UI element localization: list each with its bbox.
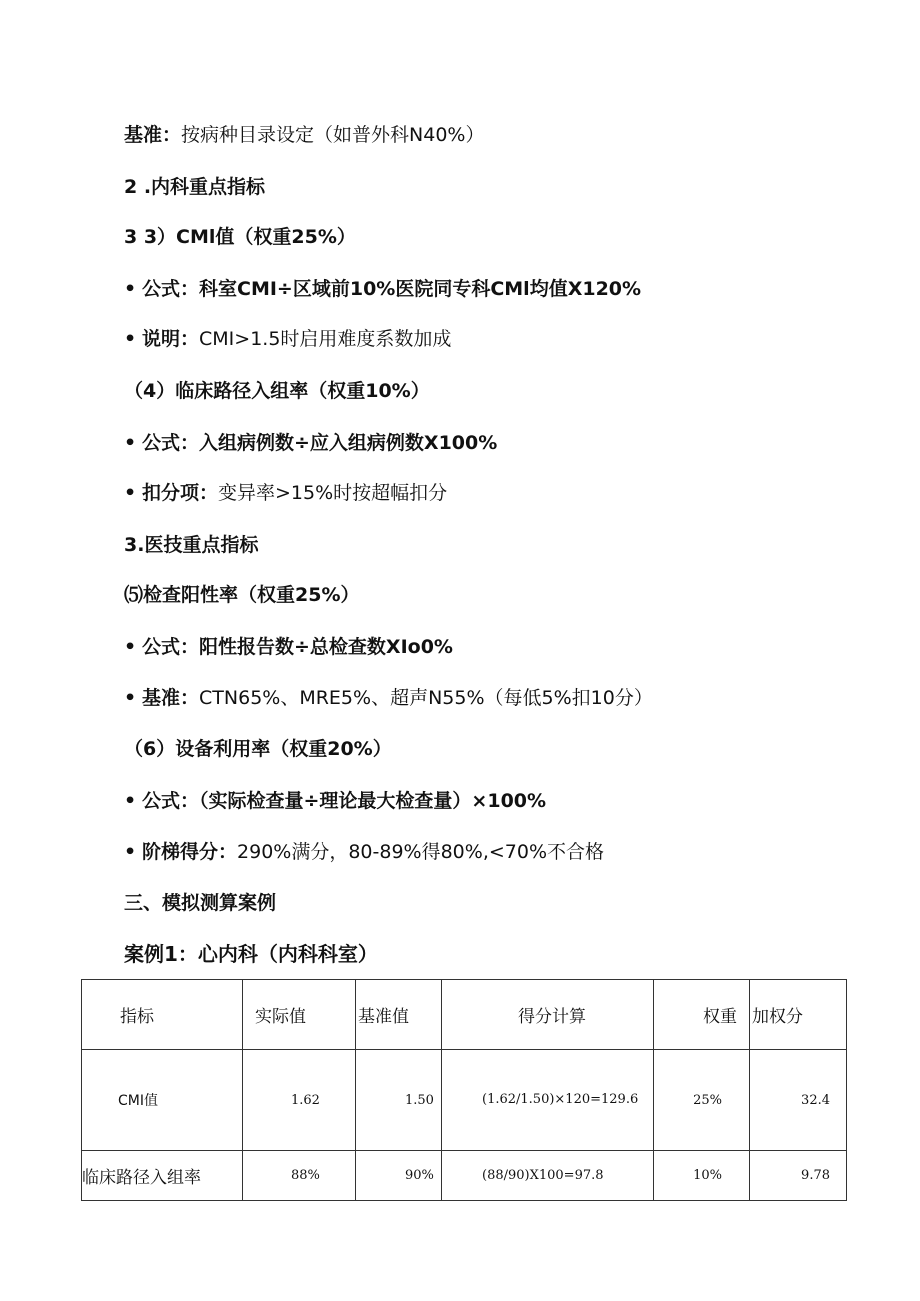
table-header-row bbox=[82, 980, 847, 1050]
table-cell: 1.62 bbox=[243, 1050, 356, 1151]
line-label: 扣分项： bbox=[142, 482, 219, 504]
table-cell: 1.50 bbox=[356, 1050, 442, 1151]
table-header: 得分计算 bbox=[442, 980, 654, 1050]
bullet-item bbox=[124, 788, 546, 814]
bullet-item bbox=[124, 839, 604, 865]
table-cell: 9.78 bbox=[750, 1151, 847, 1201]
table-header: 加权分 bbox=[750, 980, 847, 1050]
line-label: 阶梯得分： bbox=[142, 841, 238, 863]
bullet-icon: • bbox=[124, 278, 137, 300]
line-label: 说明： bbox=[142, 328, 200, 350]
table-cell: 临床路径入组率 bbox=[82, 1151, 243, 1201]
table-cell: 88% bbox=[243, 1151, 356, 1201]
bullet-item bbox=[124, 480, 447, 506]
case-table bbox=[81, 979, 847, 1201]
line-text: 入组病例数÷应入组病例数X100% bbox=[199, 432, 498, 454]
line-label: 公式： bbox=[142, 432, 200, 454]
bullet-icon: • bbox=[124, 432, 137, 454]
line-text: 阳性报告数÷总检查数XIo0% bbox=[199, 636, 453, 658]
line-label: 公式： bbox=[142, 278, 200, 300]
line-text: 290%满分，80-89%得80%,<70%不合格 bbox=[237, 841, 605, 863]
section-heading: 三、模拟测算案例 bbox=[124, 892, 277, 914]
table-header: 基准值 bbox=[356, 980, 442, 1050]
table-cell: 25% bbox=[654, 1050, 750, 1151]
text-line bbox=[124, 122, 484, 148]
table-cell: (1.62/1.50)×120=129.6 bbox=[442, 1050, 654, 1151]
cell-text: CMI值 bbox=[118, 1093, 158, 1109]
bullet-icon: • bbox=[124, 482, 137, 504]
table-cell bbox=[82, 1050, 243, 1151]
line-text: 科室CMI÷区域前10%医院同专科CMl均值X120% bbox=[199, 278, 642, 300]
subsection-heading: （4）临床路径入组率（权重10%） bbox=[124, 380, 430, 402]
line-label: 基准： bbox=[142, 687, 200, 709]
case-heading: 案例1：心内科（内科科室） bbox=[124, 942, 378, 966]
line-text: 按病种目录设定（如普外科N40%） bbox=[181, 124, 485, 146]
bullet-icon: • bbox=[124, 636, 137, 658]
line-text: CTN65%、MRE5%、超声N55%（每低5%扣10分） bbox=[199, 687, 653, 709]
line-text: CMI>1.5时启用难度系数加成 bbox=[199, 328, 452, 350]
bullet-item bbox=[124, 685, 653, 711]
bullet-icon: • bbox=[124, 841, 137, 863]
line-label: 公式： bbox=[142, 790, 200, 812]
table-row bbox=[82, 1050, 847, 1151]
table-cell: 32.4 bbox=[750, 1050, 847, 1151]
bullet-item bbox=[124, 634, 453, 660]
section-heading: 2 .内科重点指标 bbox=[124, 176, 266, 198]
subsection-heading: 3 3）CMl值（权重25%） bbox=[124, 226, 356, 248]
line-text: （实际检查量÷理论最大检查量）×100% bbox=[199, 790, 547, 812]
line-label: 公式： bbox=[142, 636, 200, 658]
table-header: 实际值 bbox=[243, 980, 356, 1050]
bullet-icon: • bbox=[124, 790, 137, 812]
line-text: 变异率>15%时按超幅扣分 bbox=[218, 482, 448, 504]
table-cell: (88/90)X100=97.8 bbox=[442, 1151, 654, 1201]
bullet-item bbox=[124, 430, 497, 456]
table-cell: 90% bbox=[356, 1151, 442, 1201]
line-label: 基准： bbox=[124, 124, 182, 146]
table-row bbox=[82, 1151, 847, 1201]
bullet-item bbox=[124, 276, 641, 302]
bullet-item bbox=[124, 326, 451, 352]
table-header: 指标 bbox=[82, 980, 243, 1050]
section-heading: 3.医技重点指标 bbox=[124, 534, 259, 556]
subsection-heading: ⑸检查阳性率（权重25%） bbox=[124, 584, 360, 606]
table-header: 权重 bbox=[654, 980, 750, 1050]
subsection-heading: （6）设备利用率（权重20%） bbox=[124, 738, 392, 760]
table-cell: 10% bbox=[654, 1151, 750, 1201]
bullet-icon: • bbox=[124, 687, 137, 709]
bullet-icon: • bbox=[124, 328, 137, 350]
